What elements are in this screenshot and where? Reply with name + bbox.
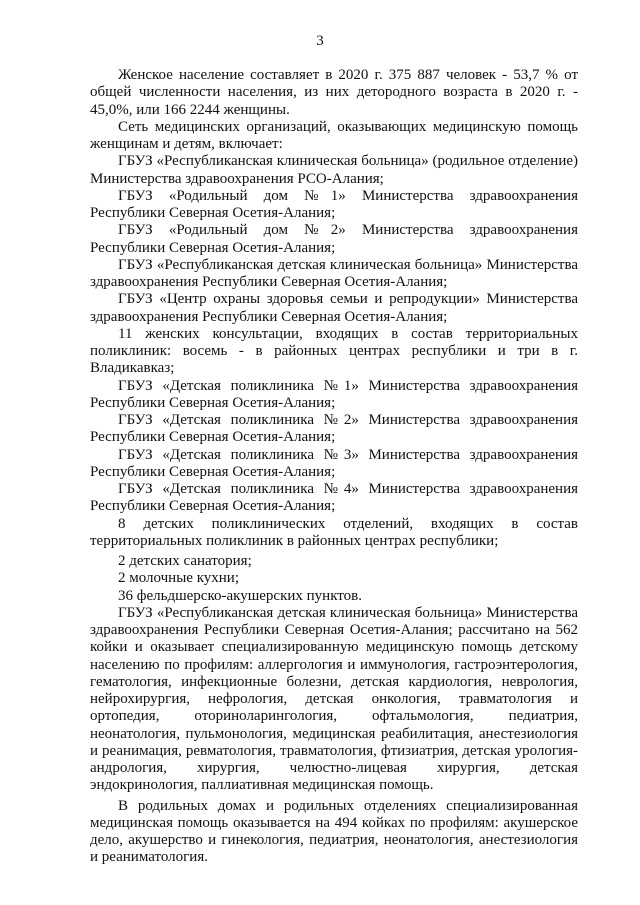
list-item-childrens-polyclinic-2: ГБУЗ «Детская поликлиника №2» Министерства здравоохранения Республики Северная Осетия-Алания; xyxy=(90,412,578,446)
list-item-feldsher-stations: 36 фельдшерско-акушерских пунктов. xyxy=(118,587,362,604)
document-body xyxy=(90,67,578,867)
paragraph-maternity-beds: В родильных домах и родильных отделениях специализированная медицинская помощь оказывается на 494 койках по профилям: акушерское дело, акушерство и гинекология, педиатрия, неонатология, анестезиология и реаниматология. xyxy=(90,797,578,866)
list-item-childrens-hospital: ГБУЗ «Республиканская детская клиническая больница» Министерства здравоохранения Республики Северная Осетия-Алания; xyxy=(90,256,578,290)
list-item-maternity-home-2: ГБУЗ «Родильный дом №2» Министерства здравоохранения Республики Северная Осетия-Алания; xyxy=(90,222,578,256)
list-item-sanatoriums: 2 детских санатория; xyxy=(118,553,252,569)
list-item-milk-kitchens: 2 молочные кухни; xyxy=(118,570,239,587)
list-item-childrens-polyclinic-3: ГБУЗ «Детская поликлиника №3» Министерства здравоохранения Республики Северная Осетия-Алания; xyxy=(90,446,578,480)
paragraph-female-population: Женское население составляет в 2020 г. 375 887 человек - 53,7 % от общей численности населения, из них детородного возраста в 2020 г. - 45,0%, или 166 2244 женщины. xyxy=(90,67,578,118)
list-item-womens-consultations: 11 женских консультации, входящих в состав территориальных поликлиник: восемь - в районных центрах республики и три в г. Владикавказ; xyxy=(90,325,578,377)
list-item-republican-hospital: ГБУЗ «Республиканская клиническая больница» (родильное отделение) Министерства здравоохранения РСО-Алания; xyxy=(90,153,578,187)
paragraph-childrens-hospital-profiles: ГБУЗ «Республиканская детская клиническая больница» Министерства здравоохранения Республики Северная Осетия-Алания; рассчитано на 562 койки и оказывает специализированную медицинскую помощь детскому населению по профилям: аллергология и иммунология, гастроэнтерология, гематология, инфекционные болезни, детская кардиология, неврология, нейрохирургия, нефрология, детская онкология, травматология и ортопедия, оториноларингология, офтальмология, педиатрия, неонатология, пульмонология, медицинская реабилитация, анестезиология и реанимация, ревматология, травматология, фтизиатрия, детская урология-андрология, хирургия, челюстно-лицевая хирургия, детская эндокринология, паллиативная медицинская помощь. xyxy=(90,604,578,794)
paragraph-network-intro: Сеть медицинских организаций, оказывающих медицинскую помощь женщинам и детям, включает: xyxy=(90,118,578,152)
page-number: 3 xyxy=(316,33,324,49)
list-item-childrens-polyclinic-1: ГБУЗ «Детская поликлиника №1» Министерства здравоохранения Республики Северная Осетия-Алания; xyxy=(90,377,578,411)
list-item-polyclinic-departments: 8 детских поликлинических отделений, входящих в состав территориальных поликлиник в районных центрах республики; xyxy=(90,515,578,549)
list-item-childrens-polyclinic-4: ГБУЗ «Детская поликлиника №4» Министерства здравоохранения Республики Северная Осетия-Алания; xyxy=(90,481,578,515)
list-item-maternity-home-1: ГБУЗ «Родильный дом №1» Министерства здравоохранения Республики Северная Осетия-Алания; xyxy=(90,187,578,221)
list-item-family-health-center: ГБУЗ «Центр охраны здоровья семьи и репродукции» Министерства здравоохранения Республики Северная Осетия-Алания; xyxy=(90,291,578,325)
